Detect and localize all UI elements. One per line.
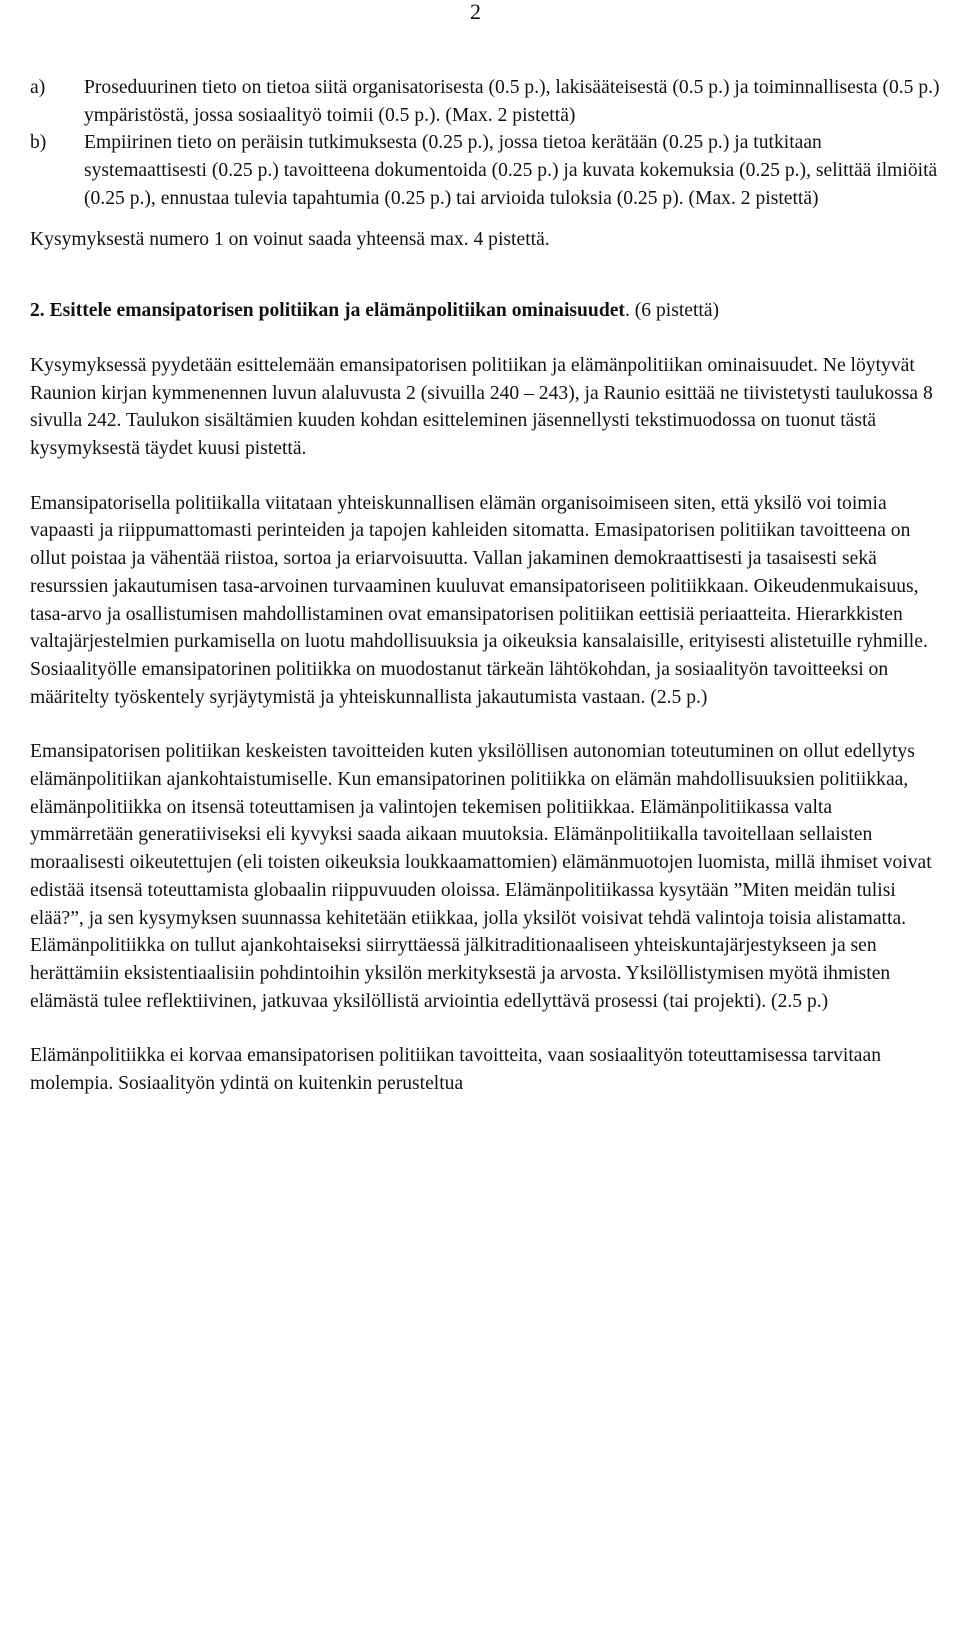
question1-total: Kysymyksestä numero 1 on voinut saada yhteensä max. 4 pistettä. — [30, 228, 550, 250]
answer-item-a — [30, 74, 940, 129]
paragraph-1: Kysymyksessä pyydetään esittelemään emansipatorisen politiikan ja elämänpolitiikan ominaisuudet. Ne löytyvät Raunion kirjan kymmenennen luvun alaluvusta 2 (sivuilla 240 – 243), ja Raunio esittää ne tiivistetysti taulukossa 8 sivulla 242. Taulukon sisältämien kuuden kohdan esitteleminen jäsennellysti tekstimuodossa on tuonut tästä kysymyksestä täydet kuusi pistettä. — [30, 354, 933, 460]
question2-title — [30, 297, 940, 325]
item-text: Proseduurinen tieto on tietoa siitä organisatorisesta (0.5 p.), lakisääteisestä (0.5 p.) ja toiminnallisesta (0.5 p.) ympäristöstä, jossa sosiaalityö toimii (0.5 p.). (Max. 2 pistettä) — [84, 77, 940, 126]
item-marker: a) — [30, 77, 46, 98]
question2-heading: 2. Esittele emansipatorisen politiikan ja elämänpolitiikan ominaisuudet — [30, 300, 625, 322]
paragraph-3: Emansipatorisen politiikan keskeisten tavoitteiden kuten yksilöllisen autonomian toteutuminen on ollut edellytys elämänpolitiikan ajankohtaistumiselle. Kun emansipatorinen politiikka on elämän mahdollisuuksien politiikkaa, elämänpolitiikka on itsensä toteuttamisen ja valintojen tekemisen politiikkaa. Elämänpolitiikassa valta ymmärretään generatiiviseksi eli kyvyksi saada aikaan muutoksia. Elämänpolitiikalla tavoitellaan sellaisten moraalisesti oikeutettujen (eli toisten oikeuksia loukkaamattomien) elämänmuotojen luomista, millä ihmiset voivat edistää itsensä toteuttamista globaalin riippuvuuden oloissa. Elämänpolitiikassa kysytään ”Miten meidän tulisi elää?”, ja sen kysymyksen suunnassa kehitetään etiikkaa, jolla yksilöt voisivat tehdä valintoja toisia alistamatta. Elämänpolitiikka on tullut ajankohtaiseksi siirryttäessä jälkitraditionaaliseen yhteiskuntajärjestykseen ja sen herättämiin eksistentiaalisiin pohdintoihin yksilön merkityksestä ja arvosta. Yksilöllistymisen myötä ihmisten elämästä tulee reflektiivinen, jatkuvaa yksilöllistä arviointia edellyttävä prosessi (tai projekti). (2.5 p.) — [30, 741, 932, 1012]
answer-item-b — [30, 129, 940, 212]
document-body — [30, 74, 940, 1098]
paragraph-4: Elämänpolitiikka ei korvaa emansipatorisen politiikan tavoitteita, vaan sosiaalityön toteuttamisessa tarvitaan molempia. Sosiaalityön ydintä on kuitenkin perusteltua — [30, 1045, 881, 1095]
question2-points: . (6 pistettä) — [624, 300, 720, 322]
item-text: Empiirinen tieto on peräisin tutkimuksesta (0.25 p.), jossa tietoa kerätään (0.25 p.) ja tutkitaan systemaattisesti (0.25 p.) tavoitteena dokumentoida (0.25 p.) ja kuvata kokemuksia (0.25 p.), selittää ilmiöitä (0.25 p.), ennustaa tulevia tapahtumia (0.25 p.) tai arvioida tuloksia (0.25 p). (Max. 2 pistettä) — [84, 132, 938, 209]
paragraph-2: Emansipatorisella politiikalla viitataan yhteiskunnallisen elämän organisoimiseen siten, että yksilö voi toimia vapaasti ja riippumattomasti perinteiden ja tapojen kahleiden sitomatta. Emasipatorisen politiikan tavoitteena on ollut poistaa ja vähentää riistoa, sortoa ja eriarvoisuutta. Vallan jakaminen demokraattisesti ja tasaisesti sekä resurssien jakautumisen tasa-arvoinen turvaaminen kuuluvat emansipatoriseen politiikkaan. Oikeudenmukaisuus, tasa-arvo ja osallistumisen mahdollistaminen ovat emansipatorisen politiikan eettisiä periaatteita. Hierarkkisten valtajärjestelmien purkamisella on luotu mahdollisuuksia ja oikeuksia kansalaisille, erityisesti alistetuille ryhmille. Sosiaalityölle emansipatorinen politiikka on muodostanut tärkeän lähtökohdan, ja sosiaalityön tavoitteeksi on määritelty työskentely syrjäytymistä ja yhteiskunnallista jakautumista vastaan. (2.5 p.) — [30, 492, 928, 708]
item-marker: b) — [30, 132, 47, 154]
page-number: 2 — [470, 0, 481, 24]
